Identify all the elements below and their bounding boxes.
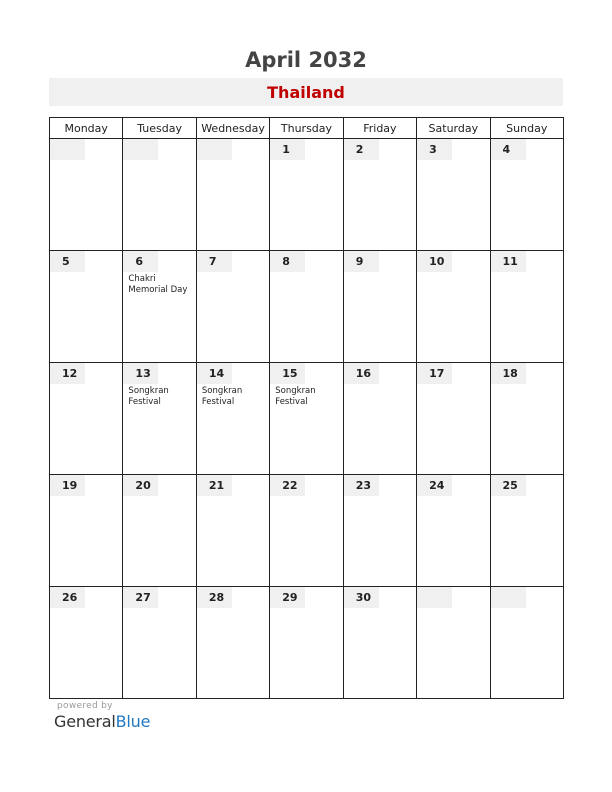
day-number: 14 [197, 363, 232, 384]
weekday-header: Tuesday [123, 118, 196, 139]
day-number: 28 [197, 587, 232, 608]
day-number [50, 139, 85, 160]
day-number: 7 [197, 251, 232, 272]
day-cell [50, 475, 123, 587]
day-cell [196, 475, 269, 587]
day-number [197, 139, 232, 160]
day-number: 9 [344, 251, 379, 272]
day-cell [270, 139, 343, 251]
day-cell [490, 251, 563, 363]
day-cell [417, 251, 490, 363]
day-cell [196, 363, 269, 475]
day-cell [490, 587, 563, 699]
day-number: 22 [270, 475, 305, 496]
day-cell [196, 139, 269, 251]
day-cell [123, 139, 196, 251]
day-cell [490, 363, 563, 475]
day-number: 12 [50, 363, 85, 384]
holiday-label: Songkran Festival [201, 386, 243, 407]
day-number: 23 [344, 475, 379, 496]
day-cell [343, 363, 416, 475]
day-number: 10 [417, 251, 452, 272]
day-cell [417, 587, 490, 699]
day-cell [123, 251, 196, 363]
weekday-header: Saturday [417, 118, 490, 139]
day-number: 16 [344, 363, 379, 384]
day-cell [123, 587, 196, 699]
day-number: 1 [270, 139, 305, 160]
day-number: 30 [344, 587, 379, 608]
weekday-header: Thursday [270, 118, 343, 139]
day-number: 17 [417, 363, 452, 384]
weekday-header: Monday [50, 118, 123, 139]
calendar-grid [49, 117, 564, 699]
weekday-header: Friday [343, 118, 416, 139]
day-cell [490, 475, 563, 587]
day-number: 13 [123, 363, 158, 384]
day-number: 18 [491, 363, 526, 384]
week-row [50, 251, 564, 363]
day-cell [50, 139, 123, 251]
day-number: 5 [50, 251, 85, 272]
day-number: 25 [491, 475, 526, 496]
day-cell [50, 587, 123, 699]
holiday-label: Songkran Festival [275, 386, 316, 407]
day-number: 24 [417, 475, 452, 496]
day-number: 15 [270, 363, 305, 384]
day-number: 26 [50, 587, 85, 608]
day-cell [123, 363, 196, 475]
day-cell [270, 363, 343, 475]
country-banner [49, 78, 563, 106]
day-cell [270, 475, 343, 587]
day-number: 6 [123, 251, 158, 272]
day-number: 27 [123, 587, 158, 608]
day-cell [343, 475, 416, 587]
calendar-title: April 2032 [245, 48, 367, 72]
day-number: 4 [491, 139, 526, 160]
logo-blue-text: Blue [115, 712, 151, 731]
week-row [50, 587, 564, 699]
day-number: 19 [50, 475, 85, 496]
week-row [50, 139, 564, 251]
day-cell [417, 139, 490, 251]
day-cell [270, 587, 343, 699]
day-cell [50, 251, 123, 363]
holiday-label: Songkran Festival [128, 386, 169, 407]
weekday-header: Wednesday [196, 118, 269, 139]
day-number [491, 587, 526, 608]
day-cell [490, 139, 563, 251]
day-cell [270, 251, 343, 363]
weekday-header-row [50, 118, 564, 139]
day-cell [343, 139, 416, 251]
week-row [50, 363, 564, 475]
day-cell [417, 475, 490, 587]
weekday-header: Sunday [490, 118, 563, 139]
day-cell [50, 363, 123, 475]
week-row [50, 475, 564, 587]
generalblue-logo[interactable] [54, 712, 150, 731]
day-number: 29 [270, 587, 305, 608]
day-cell [343, 251, 416, 363]
day-number: 8 [270, 251, 305, 272]
country-name: Thailand [267, 83, 345, 102]
day-cell [417, 363, 490, 475]
day-number: 21 [197, 475, 232, 496]
day-number: 11 [491, 251, 526, 272]
logo-general-text: General [54, 712, 116, 731]
powered-by-text: powered by [57, 701, 113, 711]
day-cell [123, 475, 196, 587]
day-cell [196, 251, 269, 363]
holiday-label: Chakri Memorial Day [128, 274, 188, 295]
day-number: 20 [123, 475, 158, 496]
day-cell [343, 587, 416, 699]
day-number [123, 139, 158, 160]
day-number: 2 [344, 139, 379, 160]
day-number [417, 587, 452, 608]
day-number: 3 [417, 139, 452, 160]
day-cell [196, 587, 269, 699]
